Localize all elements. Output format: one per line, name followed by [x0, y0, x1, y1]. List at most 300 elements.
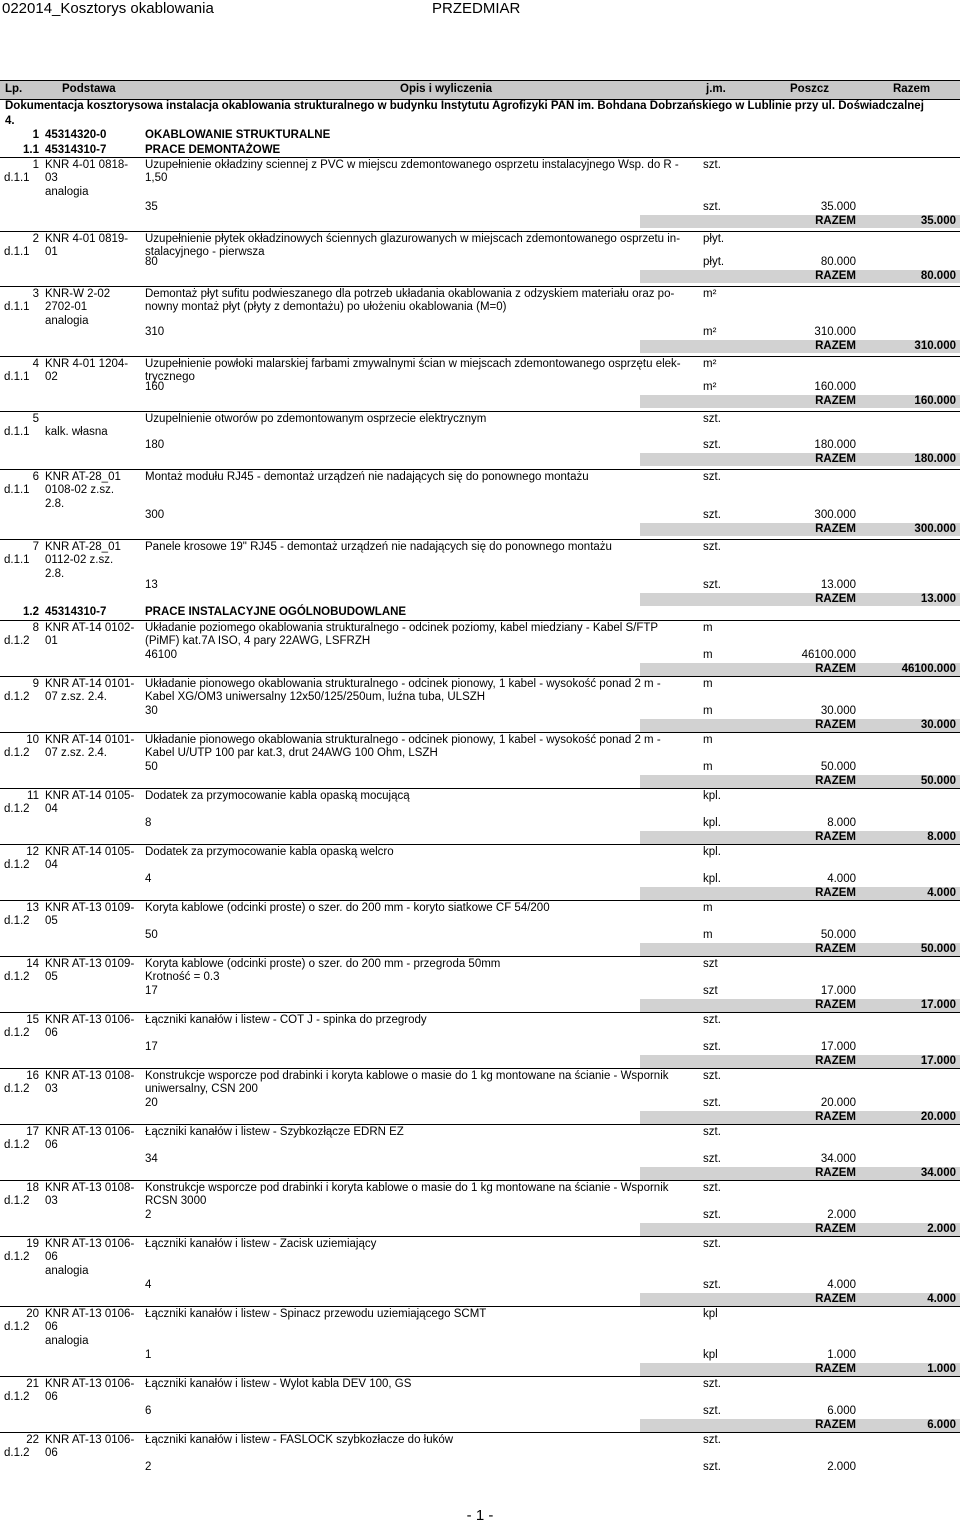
- item-basis: KNR AT-28_01: [45, 541, 121, 553]
- razem-label: RAZEM: [815, 887, 856, 899]
- item-basis-cont: 02: [45, 371, 58, 383]
- table-row-cont: [0, 1446, 960, 1461]
- razem-row: [0, 394, 960, 409]
- item-basis: KNR 4-01 1204-: [45, 358, 129, 370]
- item-description-cont: (PiMF) kat.7A ISO, 4 pary 22AWG, LSFRZH: [145, 635, 371, 647]
- col-opis: Opis i wyliczenia: [400, 83, 493, 95]
- razem-value: 80.000: [920, 270, 956, 282]
- item-unit: szt.: [703, 471, 721, 483]
- razem-label: RAZEM: [815, 340, 856, 352]
- item-ref: d.1.2: [4, 747, 30, 759]
- item-number: 6: [32, 471, 39, 483]
- item-ref: d.1.2: [4, 1321, 30, 1333]
- item-basis-note: analogia: [45, 1265, 89, 1277]
- razem-label: RAZEM: [815, 1293, 856, 1305]
- item-unit-calc: szt.: [703, 1279, 721, 1291]
- razem-label: RAZEM: [815, 270, 856, 282]
- quantity-row: [0, 438, 960, 453]
- item-poszcz: 4.000: [827, 873, 856, 885]
- item-quantity: 80: [145, 256, 158, 268]
- razem-label: RAZEM: [815, 215, 856, 227]
- item-unit-calc: m: [703, 705, 713, 717]
- razem-value: 17.000: [920, 999, 956, 1011]
- razem-value: 50.000: [920, 775, 956, 787]
- item-description: Uzupełnienie płytek okładzinowych ściennych glazurowanych w miejscach zdemontowanego osprzetu in-: [145, 233, 681, 245]
- table-row-cont: [0, 1250, 960, 1265]
- item-description-cont: stalacyjnego - pierwsza: [145, 246, 265, 258]
- table-row-cont: [0, 634, 960, 649]
- item-ref: d.1.2: [4, 1139, 30, 1151]
- item-ref: d.1.2: [4, 1251, 30, 1263]
- table-row-cont: [0, 483, 960, 498]
- razem-row: [0, 1054, 960, 1069]
- item-description-cont: Kabel U/UTP 100 par kat.3, drut 24AWG 100 Ohm, LSZH: [145, 747, 438, 759]
- item-quantity: 4: [145, 873, 152, 885]
- razem-label: RAZEM: [815, 831, 856, 843]
- razem-value: 35.000: [920, 215, 956, 227]
- item-basis-cont: kalk. własna: [45, 426, 108, 438]
- col-poszcz: Poszcz: [790, 83, 829, 95]
- item-ref: d.1.2: [4, 915, 30, 927]
- item-poszcz: 46100.000: [801, 649, 856, 661]
- item-basis: KNR-W 2-02: [45, 288, 111, 300]
- item-description: Koryta kablowe (odcinki proste) o szer. do 200 mm - przegroda 50mm: [145, 958, 501, 970]
- razem-label: RAZEM: [815, 775, 856, 787]
- quantity-row: [0, 816, 960, 831]
- quantity-row: [0, 578, 960, 593]
- item-number: 22: [26, 1434, 39, 1446]
- item-number: 12: [26, 846, 39, 858]
- table-row-cont: [0, 802, 960, 817]
- item-quantity: 17: [145, 1041, 158, 1053]
- item-number: 3: [32, 288, 39, 300]
- item-unit: płyt.: [703, 233, 725, 245]
- item-unit: m: [703, 678, 713, 690]
- item-basis-cont: 06: [45, 1447, 58, 1459]
- item-unit: szt.: [703, 413, 721, 425]
- item-description: Uzupełnienie powłoki malarskiej farbami zmywalnymi ścian w miejscach zdemontowanego osprzętu elek-: [145, 358, 681, 370]
- item-number: 18: [26, 1182, 39, 1194]
- item-basis: KNR AT-13 0108-: [45, 1182, 135, 1194]
- item-basis-cont: 03: [45, 172, 58, 184]
- item-unit: m: [703, 622, 713, 634]
- item-ref: d.1.2: [4, 1447, 30, 1459]
- item-basis-note: 2.8.: [45, 568, 65, 580]
- item-ref: d.1.1: [4, 172, 30, 184]
- razem-row: [0, 1110, 960, 1125]
- item-quantity: 35: [145, 201, 158, 213]
- col-lp: Lp.: [5, 83, 23, 95]
- razem-row: [0, 830, 960, 845]
- item-poszcz: 1.000: [827, 1349, 856, 1361]
- item-description: Demontaż płyt sufitu podwieszanego dla potrzeb układania okablowania z odzyskiem materiału oraz po-: [145, 288, 675, 300]
- quantity-row: [0, 508, 960, 523]
- section-row: [0, 128, 960, 143]
- quantity-row: [0, 1096, 960, 1111]
- item-basis-note: analogia: [45, 186, 89, 198]
- item-poszcz: 2.000: [827, 1461, 856, 1473]
- razem-label: RAZEM: [815, 999, 856, 1011]
- item-basis: KNR 4-01 0819-: [45, 233, 129, 245]
- item-unit-calc: szt.: [703, 509, 721, 521]
- razem-label: RAZEM: [815, 593, 856, 605]
- razem-row: [0, 522, 960, 537]
- item-basis: KNR AT-13 0109-: [45, 958, 135, 970]
- item-description-cont: RCSN 3000: [145, 1195, 207, 1207]
- item-description: Łączniki kanałów i listew - Szybkozłącze EDRN EZ: [145, 1126, 404, 1138]
- razem-label: RAZEM: [815, 1167, 856, 1179]
- item-number: 14: [26, 958, 39, 970]
- razem-row: [0, 718, 960, 733]
- item-basis-cont: 06: [45, 1251, 58, 1263]
- quantity-row: [0, 1404, 960, 1419]
- table-row-cont: [0, 171, 960, 186]
- razem-row: [0, 662, 960, 677]
- item-basis: KNR AT-13 0106-: [45, 1014, 135, 1026]
- item-quantity: 4: [145, 1279, 152, 1291]
- item-ref: d.1.1: [4, 246, 30, 258]
- section-row: [0, 605, 960, 620]
- item-ref: d.1.2: [4, 1195, 30, 1207]
- item-basis-cont: 04: [45, 859, 58, 871]
- item-quantity: 6: [145, 1405, 152, 1417]
- item-quantity: 30: [145, 705, 158, 717]
- razem-label: RAZEM: [815, 1363, 856, 1375]
- item-basis: KNR AT-14 0105-: [45, 846, 135, 858]
- item-poszcz: 80.000: [820, 256, 856, 268]
- item-description: Łączniki kanałów i listew - FASLOCK szybkozłacze do łuków: [145, 1434, 454, 1446]
- item-quantity: 17: [145, 985, 158, 997]
- razem-value: 30.000: [920, 719, 956, 731]
- razem-row: [0, 774, 960, 789]
- item-quantity: 180: [145, 439, 165, 451]
- razem-value: 46100.000: [901, 663, 956, 675]
- item-ref: d.1.1: [4, 484, 30, 496]
- razem-value: 300.000: [914, 523, 956, 535]
- item-description: Łączniki kanałów i listew - Wylot kabla DEV 100, GS: [145, 1378, 412, 1390]
- item-quantity: 34: [145, 1153, 158, 1165]
- item-poszcz: 310.000: [814, 326, 856, 338]
- item-basis-cont: 01: [45, 246, 58, 258]
- item-unit-calc: szt.: [703, 1461, 721, 1473]
- item-number: 19: [26, 1238, 39, 1250]
- item-basis-cont: 03: [45, 1083, 58, 1095]
- table-row-cont: [0, 690, 960, 705]
- item-basis-cont: 07 z.sz. 2.4.: [45, 747, 108, 759]
- item-description-cont: Kabel XG/OM3 uniwersalny 12x50/125/250um, luźna tuba, ULSZH: [145, 691, 486, 703]
- razem-label: RAZEM: [815, 719, 856, 731]
- quantity-row: [0, 1040, 960, 1055]
- razem-row: [0, 998, 960, 1013]
- item-basis-note: analogia: [45, 1335, 89, 1347]
- item-ref: d.1.2: [4, 971, 30, 983]
- item-unit-calc: szt.: [703, 201, 721, 213]
- item-unit: szt.: [703, 1238, 721, 1250]
- table-row-cont: [0, 1334, 960, 1349]
- item-quantity: 20: [145, 1097, 158, 1109]
- razem-value: 8.000: [927, 831, 956, 843]
- item-poszcz: 20.000: [820, 1097, 856, 1109]
- item-description: Panele krosowe 19" RJ45 - demontaż urządzeń nie nadających się do ponownego montażu: [145, 541, 612, 553]
- table-row-cont: [0, 1082, 960, 1097]
- item-basis: KNR AT-14 0101-: [45, 678, 135, 690]
- razem-value: 50.000: [920, 943, 956, 955]
- item-description: Uzupelnienie otworów po zdemontowanym osprzecie elektrycznym: [145, 413, 487, 425]
- item-basis-cont: 05: [45, 971, 58, 983]
- table-row-cont: [0, 746, 960, 761]
- item-unit: szt.: [703, 541, 721, 553]
- razem-value: 4.000: [927, 1293, 956, 1305]
- item-unit-calc: kpl: [703, 1349, 718, 1361]
- item-basis-cont: 05: [45, 915, 58, 927]
- item-basis: KNR AT-14 0105-: [45, 790, 135, 802]
- item-basis-note: 2.8.: [45, 498, 65, 510]
- razem-value: 1.000: [927, 1363, 956, 1375]
- item-ref: d.1.2: [4, 635, 30, 647]
- table-row-cont: [0, 1026, 960, 1041]
- document-filename: 022014_Kosztorys okablowania: [2, 0, 214, 17]
- item-description: Konstrukcje wsporcze pod drabinki i koryta kablowe o masie do 1 kg montowane na ścianie - Wspornik: [145, 1182, 669, 1194]
- item-description: Dodatek za przymocowanie kabla opaską welcro: [145, 846, 394, 858]
- page-number: - 1 -: [466, 1507, 494, 1524]
- item-ref: d.1.2: [4, 859, 30, 871]
- item-unit: szt.: [703, 1070, 721, 1082]
- item-description-cont: uniwersalny, CSN 200: [145, 1083, 258, 1095]
- item-basis: KNR AT-14 0101-: [45, 734, 135, 746]
- table-row-cont: [0, 1390, 960, 1405]
- item-quantity: 160: [145, 381, 165, 393]
- table-row-cont: [0, 858, 960, 873]
- item-unit-calc: kpl.: [703, 817, 721, 829]
- item-number: 7: [32, 541, 39, 553]
- item-basis: KNR AT-13 0109-: [45, 902, 135, 914]
- item-basis-cont: 06: [45, 1027, 58, 1039]
- item-poszcz: 300.000: [814, 509, 856, 521]
- item-basis: KNR AT-13 0106-: [45, 1308, 135, 1320]
- item-unit: kpl: [703, 1308, 718, 1320]
- item-number: 20: [26, 1308, 39, 1320]
- item-description: Montaż modułu RJ45 - demontaż urządzeń nie nadających się do ponownego montażu: [145, 471, 589, 483]
- item-basis: KNR AT-28_01: [45, 471, 121, 483]
- item-number: 17: [26, 1126, 39, 1138]
- razem-value: 13.000: [920, 593, 956, 605]
- razem-label: RAZEM: [815, 1111, 856, 1123]
- item-number: 4: [32, 358, 39, 370]
- col-jm: j.m.: [706, 83, 726, 95]
- item-poszcz: 34.000: [820, 1153, 856, 1165]
- item-unit-calc: kpl.: [703, 873, 721, 885]
- item-description-cont: 1,50: [145, 172, 168, 184]
- item-unit: szt.: [703, 1182, 721, 1194]
- item-unit-calc: m: [703, 649, 713, 661]
- doc-title-line-2: 4.: [5, 115, 15, 127]
- item-unit-calc: szt.: [703, 1041, 721, 1053]
- razem-label: RAZEM: [815, 1419, 856, 1431]
- item-quantity: 2: [145, 1209, 152, 1221]
- item-ref: d.1.2: [4, 803, 30, 815]
- razem-row: [0, 1362, 960, 1377]
- item-quantity: 1: [145, 1349, 152, 1361]
- razem-label: RAZEM: [815, 663, 856, 675]
- quantity-row: [0, 1460, 960, 1475]
- item-unit: szt: [703, 958, 718, 970]
- quantity-row: [0, 1208, 960, 1223]
- razem-label: RAZEM: [815, 943, 856, 955]
- table-row-cont: [0, 1264, 960, 1279]
- item-poszcz: 17.000: [820, 985, 856, 997]
- item-basis-cont: 01: [45, 635, 58, 647]
- item-quantity: 46100: [145, 649, 177, 661]
- table-header: [0, 80, 960, 100]
- item-ref: d.1.2: [4, 691, 30, 703]
- item-ref: d.1.1: [4, 554, 30, 566]
- item-ref: d.1.1: [4, 301, 30, 313]
- item-unit: m²: [703, 288, 717, 300]
- razem-label: RAZEM: [815, 523, 856, 535]
- item-unit-calc: szt: [703, 985, 718, 997]
- item-unit: szt.: [703, 159, 721, 171]
- item-description-cont: trycznego: [145, 371, 195, 383]
- razem-value: 160.000: [914, 395, 956, 407]
- item-basis: KNR AT-13 0106-: [45, 1378, 135, 1390]
- item-unit-calc: szt.: [703, 579, 721, 591]
- section-name: OKABLOWANIE STRUKTURALNE: [145, 129, 331, 141]
- item-unit-calc: szt.: [703, 1097, 721, 1109]
- razem-value: 310.000: [914, 340, 956, 352]
- item-basis: KNR AT-13 0106-: [45, 1434, 135, 1446]
- item-number: 2: [32, 233, 39, 245]
- table-row-cont: [0, 1138, 960, 1153]
- razem-value: 4.000: [927, 887, 956, 899]
- item-description: Układanie pionowego okablowania strukturalnego - odcinek pionowy, 1 kabel - wysokość ponad 2 m -: [145, 734, 661, 746]
- razem-row: [0, 1222, 960, 1237]
- item-basis-cont: 03: [45, 1195, 58, 1207]
- table-row-cont: [0, 185, 960, 200]
- razem-row: [0, 1418, 960, 1433]
- section-row: [0, 143, 960, 158]
- item-poszcz: 17.000: [820, 1041, 856, 1053]
- item-description: Łączniki kanałów i listew - Spinacz przewodu uziemiającego SCMT: [145, 1308, 487, 1320]
- item-number: 16: [26, 1070, 39, 1082]
- item-poszcz: 180.000: [814, 439, 856, 451]
- item-basis-cont: 04: [45, 803, 58, 815]
- item-basis-cont: 0108-02 z.sz.: [45, 484, 115, 496]
- razem-value: 34.000: [920, 1167, 956, 1179]
- item-unit-calc: m²: [703, 381, 717, 393]
- item-description: Łączniki kanałów i listew - COT J - spinka do przegrody: [145, 1014, 427, 1026]
- item-poszcz: 8.000: [827, 817, 856, 829]
- quantity-row: [0, 380, 960, 395]
- item-poszcz: 13.000: [820, 579, 856, 591]
- quantity-row: [0, 984, 960, 999]
- document-type: PRZEDMIAR: [432, 0, 521, 17]
- section-name: PRACE INSTALACYJNE OGÓLNOBUDOWLANE: [145, 606, 407, 618]
- section-code: 45314310-7: [45, 144, 107, 156]
- quantity-row: [0, 325, 960, 340]
- razem-row: [0, 269, 960, 284]
- item-unit: szt.: [703, 1126, 721, 1138]
- item-poszcz: 6.000: [827, 1405, 856, 1417]
- item-number: 21: [26, 1378, 39, 1390]
- item-poszcz: 50.000: [820, 929, 856, 941]
- item-quantity: 50: [145, 761, 158, 773]
- table-row-cont: [0, 970, 960, 985]
- quantity-row: [0, 928, 960, 943]
- item-ref: d.1.1: [4, 371, 30, 383]
- item-number: 11: [27, 790, 39, 802]
- item-unit-calc: szt.: [703, 439, 721, 451]
- item-description: Dodatek za przymocowanie kabla opaską mocującą: [145, 790, 410, 802]
- item-ref: d.1.2: [4, 1083, 30, 1095]
- col-podstawa: Podstawa: [62, 83, 116, 95]
- table-row-cont: [0, 300, 960, 315]
- quantity-row: [0, 872, 960, 887]
- item-unit: m: [703, 902, 713, 914]
- item-number: 8: [32, 622, 39, 634]
- item-unit-calc: m: [703, 929, 713, 941]
- item-quantity: 310: [145, 326, 165, 338]
- razem-row: [0, 339, 960, 354]
- item-basis-cont: 2702-01: [45, 301, 88, 313]
- col-razem: Razem: [893, 83, 931, 95]
- item-number: 9: [32, 678, 39, 690]
- doc-title: [5, 99, 955, 129]
- quantity-row: [0, 200, 960, 215]
- item-poszcz: 160.000: [814, 381, 856, 393]
- item-basis: KNR AT-13 0106-: [45, 1126, 135, 1138]
- section-code: 45314310-7: [45, 606, 107, 618]
- item-poszcz: 2.000: [827, 1209, 856, 1221]
- item-unit: kpl.: [703, 846, 721, 858]
- item-ref: d.1.2: [4, 1027, 30, 1039]
- item-unit: szt.: [703, 1434, 721, 1446]
- item-ref: d.1.2: [4, 1391, 30, 1403]
- razem-row: [0, 214, 960, 229]
- item-quantity: 8: [145, 817, 152, 829]
- item-poszcz: 30.000: [820, 705, 856, 717]
- razem-label: RAZEM: [815, 395, 856, 407]
- item-description: Koryta kablowe (odcinki proste) o szer. do 200 mm - koryto siatkowe CF 54/200: [145, 902, 550, 914]
- item-poszcz: 35.000: [820, 201, 856, 213]
- quantity-row: [0, 760, 960, 775]
- item-unit-calc: płyt.: [703, 256, 725, 268]
- item-basis: KNR AT-13 0108-: [45, 1070, 135, 1082]
- item-basis-cont: 0112-02 z.sz.: [45, 554, 114, 566]
- section-number: 1.2: [23, 606, 39, 618]
- razem-row: [0, 452, 960, 467]
- item-basis-cont: 06: [45, 1139, 58, 1151]
- razem-value: 6.000: [927, 1419, 956, 1431]
- item-ref: d.1.1: [4, 426, 30, 438]
- doc-title-line-1: Dokumentacja kosztorysowa instalacja okablowania strukturalnego w budynku Instytutu Agrofizyki PAN im. Bohdana Dobrzańskiego w Lublinie przy ul. Doświadczalnej: [5, 100, 924, 112]
- razem-row: [0, 1166, 960, 1181]
- item-unit-calc: szt.: [703, 1209, 721, 1221]
- item-quantity: 50: [145, 929, 158, 941]
- table-row-cont: [0, 553, 960, 568]
- quantity-row: [0, 648, 960, 663]
- razem-value: 180.000: [914, 453, 956, 465]
- quantity-row: [0, 1152, 960, 1167]
- quantity-row: [0, 704, 960, 719]
- item-quantity: 13: [145, 579, 158, 591]
- razem-row: [0, 942, 960, 957]
- item-unit: kpl.: [703, 790, 721, 802]
- item-description-cont: Krotność = 0.3: [145, 971, 220, 983]
- item-poszcz: 50.000: [820, 761, 856, 773]
- item-unit-calc: m²: [703, 326, 717, 338]
- razem-label: RAZEM: [815, 1223, 856, 1235]
- item-quantity: 300: [145, 509, 165, 521]
